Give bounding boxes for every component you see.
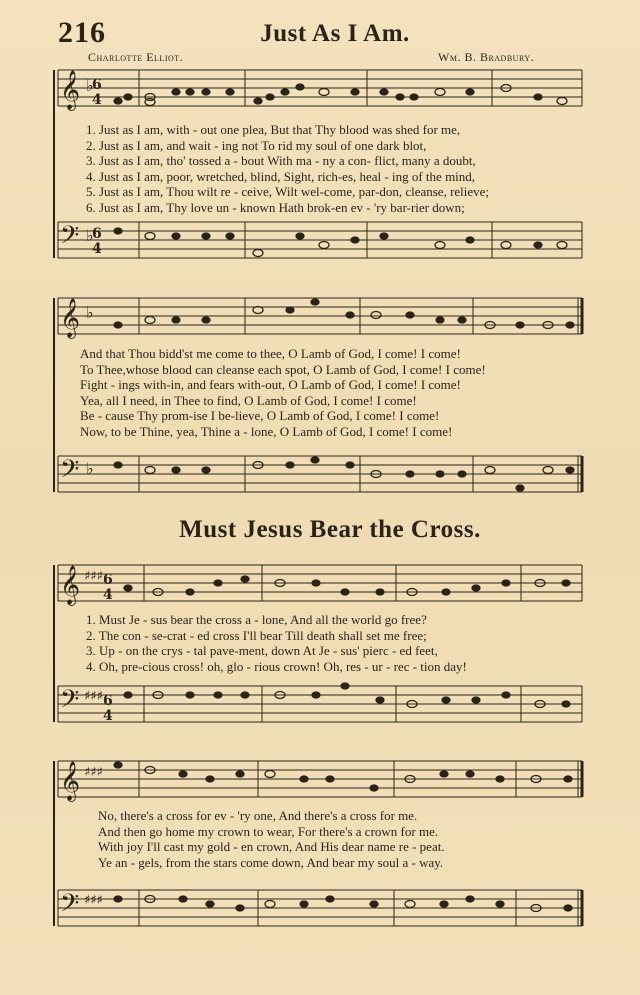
verse-line: To Thee,whose blood can cleanse each spot, O Lamb of God, I come! I come! bbox=[80, 361, 486, 377]
svg-text:𝄢: 𝄢 bbox=[60, 455, 80, 490]
hymn-1-title: Just As I Am. bbox=[260, 20, 410, 47]
staff-system-2-bass bbox=[58, 456, 582, 492]
svg-text:♭: ♭ bbox=[86, 226, 94, 245]
treble-clef-icon: 𝄞 bbox=[60, 70, 81, 110]
verse-line: With joy I'll cast my gold - en crown, And His dear name re - peat. bbox=[98, 839, 445, 855]
verse-line: 2. The con - se-crat - ed cross I'll bear Till death shall set me free; bbox=[86, 627, 427, 643]
key-flat-icon: ♭ bbox=[86, 76, 94, 95]
svg-text:𝄞: 𝄞 bbox=[60, 565, 81, 605]
staff-system-1-treble bbox=[58, 70, 582, 106]
svg-text:♯♯♯: ♯♯♯ bbox=[84, 569, 103, 584]
verse-line: Fight - ings with-in, and fears with-out, O Lamb of God, I come! I come! bbox=[80, 377, 461, 393]
hymn-2-verses-part-1 bbox=[86, 612, 467, 674]
staff-system-4-bass bbox=[58, 890, 582, 926]
verse-line: 4. Just as I am, poor, wretched, blind, Sight, rich-es, heal - ing of the mind, bbox=[86, 168, 476, 184]
verse-line: 1. Just as I am, with - out one plea, But that Thy blood was shed for me, bbox=[86, 122, 461, 137]
svg-text:♯♯♯: ♯♯♯ bbox=[84, 893, 103, 908]
verse-line: 3. Just as I am, tho' tossed a - bout With ma - ny a con- flict, many a doubt, bbox=[86, 153, 476, 169]
hymn-1-verses-part-2 bbox=[80, 346, 486, 440]
svg-text:6: 6 bbox=[92, 226, 102, 242]
svg-text:6: 6 bbox=[103, 572, 113, 588]
hymn-1-verses-part-1 bbox=[86, 122, 489, 216]
svg-text:♯♯♯: ♯♯♯ bbox=[84, 765, 103, 780]
bass-clef-icon: 𝄢 bbox=[60, 221, 80, 256]
svg-text:𝄢: 𝄢 bbox=[60, 685, 80, 720]
svg-text:𝄢: 𝄢 bbox=[60, 889, 80, 924]
svg-text:𝄞: 𝄞 bbox=[60, 298, 81, 338]
svg-text:6: 6 bbox=[92, 77, 102, 93]
svg-text:6: 6 bbox=[103, 693, 113, 709]
verse-line: Ye an - gels, from the stars come down, And bear my soul a - way. bbox=[98, 854, 444, 870]
hymn-2-verses-part-2 bbox=[98, 808, 445, 870]
composer-credit: Wm. B. Bradbury. bbox=[438, 50, 535, 64]
verse-line: Be - cause Thy prom-ise I be-lieve, O Lamb of God, I come! I come! bbox=[80, 408, 440, 424]
lyricist-credit: Charlotte Elliot. bbox=[88, 50, 184, 64]
svg-text:4: 4 bbox=[103, 708, 113, 724]
hymn-2-title: Must Jesus Bear the Cross. bbox=[179, 516, 481, 543]
verse-line: And that Thou bidd'st me come to thee, O Lamb of God, I come! I come! bbox=[80, 346, 461, 361]
verse-line: And then go home my crown to wear, For there's a crown for me. bbox=[98, 823, 439, 839]
svg-text:♭: ♭ bbox=[86, 303, 94, 322]
verse-line: 5. Just as I am, Thou wilt re - ceive, Wilt wel-come, par-don, cleanse, relieve; bbox=[86, 184, 490, 200]
svg-text:4: 4 bbox=[92, 241, 102, 257]
svg-text:𝄞: 𝄞 bbox=[60, 761, 81, 801]
verse-line: Now, to be Thine, yea, Thine a - lone, O Lamb of God, I come! I come! bbox=[80, 423, 453, 439]
verse-line: 1. Must Je - sus bear the cross a - lone, And all the world go free? bbox=[86, 612, 427, 627]
verse-line: Yea, all I need, in Thee to find, O Lamb of God, I come! I come! bbox=[80, 392, 417, 408]
svg-text:4: 4 bbox=[92, 92, 102, 108]
verse-line: 2. Just as I am, and wait - ing not To rid my soul of one dark blot, bbox=[86, 137, 427, 153]
staff-system-3-bass bbox=[58, 686, 582, 722]
svg-text:♯♯♯: ♯♯♯ bbox=[84, 689, 103, 704]
verse-line: 6. Just as I am, Thy love un - known Hath brok-en ev - 'ry bar-rier down; bbox=[86, 199, 465, 215]
svg-text:♭: ♭ bbox=[86, 459, 94, 478]
verse-line: 4. Oh, pre-cious cross! oh, glo - rious crown! Oh, res - ur - rec - tion day! bbox=[86, 658, 467, 674]
verse-line: No, there's a cross for ev - 'ry one, And there's a cross for me. bbox=[98, 808, 418, 823]
svg-text:4: 4 bbox=[103, 587, 113, 603]
page-number: 216 bbox=[58, 16, 106, 49]
verse-line: 3. Up - on the crys - tal pave-ment, down At Je - sus' pierc - ed feet, bbox=[86, 643, 438, 659]
staff-system-1-bass bbox=[58, 222, 582, 258]
staff-system-2-treble bbox=[58, 298, 582, 334]
